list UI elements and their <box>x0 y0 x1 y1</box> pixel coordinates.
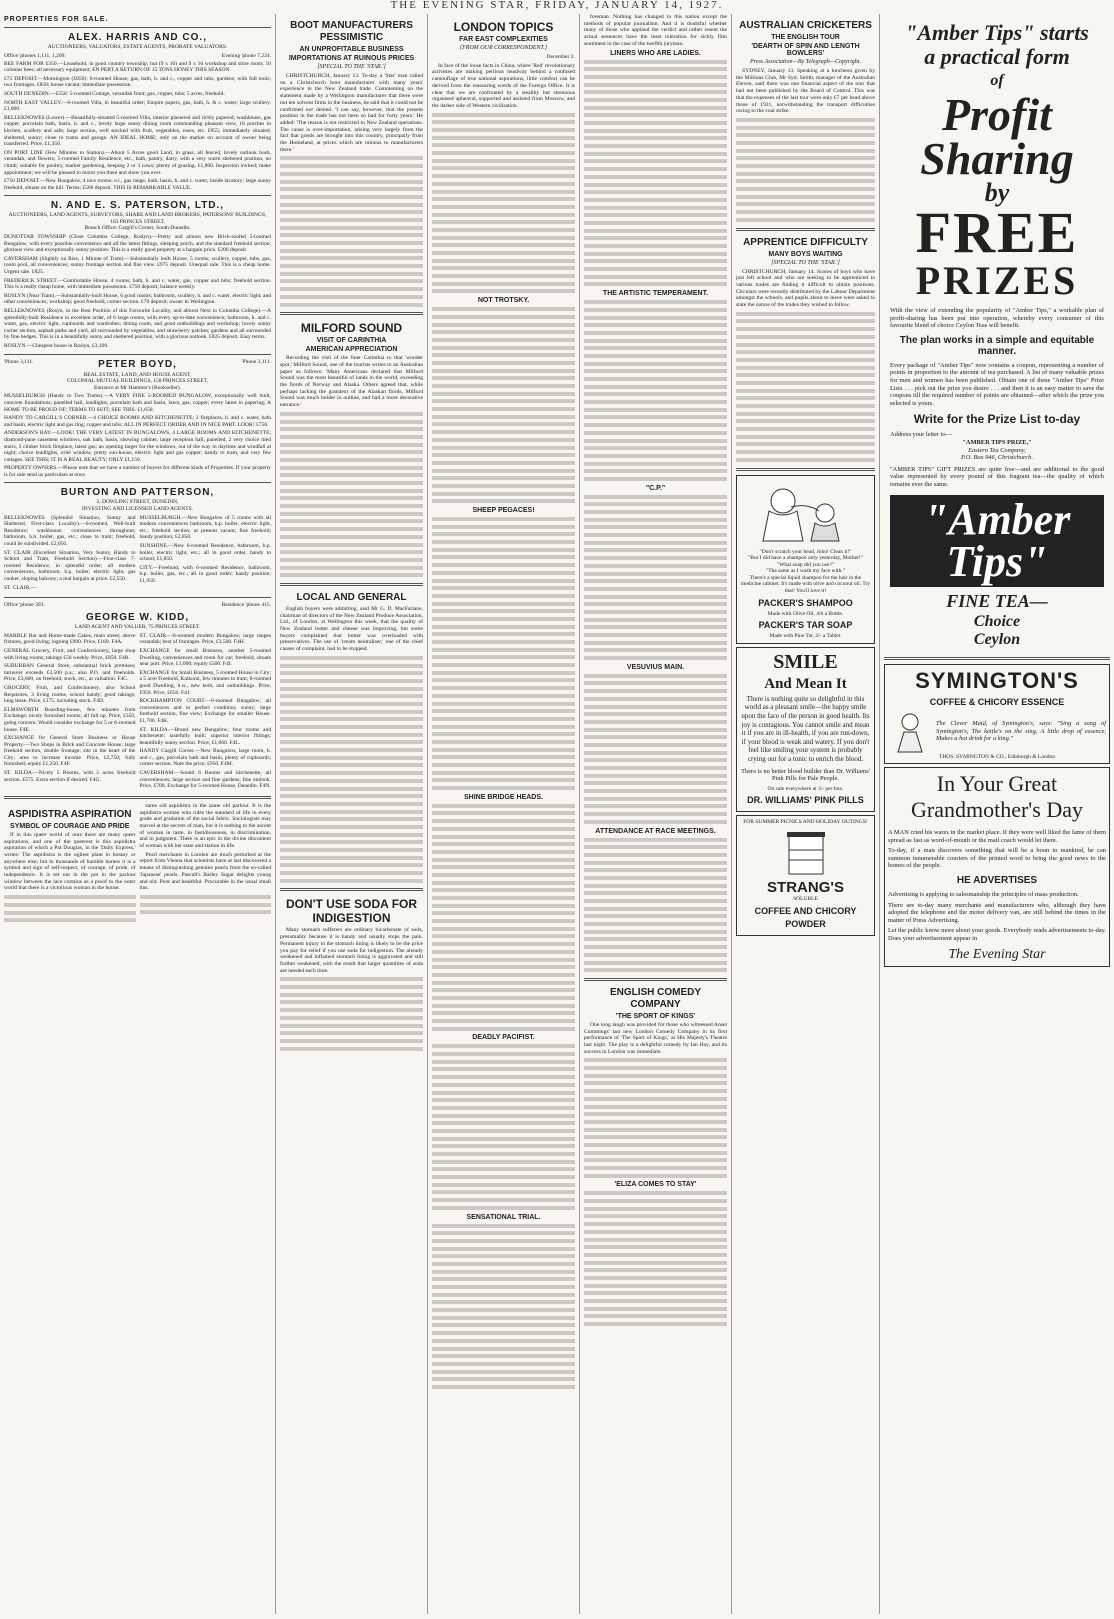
ad-headline: And Mean It <box>764 675 847 692</box>
section-subhead: VESUVIUS MAIN. <box>626 663 685 671</box>
ad-text: Address your letter to— <box>890 431 952 439</box>
article-subhead: IMPORTATIONS AT RUINOUS PRICES <box>288 55 415 62</box>
ad-product: POWDER <box>785 918 826 929</box>
ad-headline: In Your Great <box>936 771 1058 797</box>
agency-name: BURTON AND PATTERSON, <box>60 487 215 499</box>
agency-name: ALEX. HARRIS AND CO., <box>68 32 207 43</box>
listing: SOUTH DUNEDIN.—£550: 5-roomed Cottage, verandah front; gas, copper, tubs; 5 acres, freehold. <box>4 90 225 97</box>
aspidistra-article <box>4 803 271 925</box>
column-news-4 <box>732 14 880 1614</box>
article-body: One long laugh was provided for those who witnessed Ansel Cummings' last new London Comedy Company in its first performance of 'The Sport of Kings,' at His Majesty's Theatre last night. The play is a delightful comedy by Ian Hay, and its success in London was immediate. <box>584 1021 727 1055</box>
article-byline: [SPECIAL TO THE 'STAR.'] <box>771 259 840 266</box>
section-subhead: ATTENDANCE AT RACE MEETINGS. <box>595 827 716 835</box>
article-body: Many stomach sufferers are ordinary bicarbonate of soda, presumably because it is handy and usually stops the pain. Permanent injury to the stomach lining is likely to be the price you pay for relief if you use soda for indigestion. The already weakened and inflamed stomach lining is aggravated and still further weakened, with the result that larger quantities of soda are needed each time. <box>280 927 423 974</box>
strangs-ad <box>736 815 875 935</box>
ad-text: Every package of "Amber Tips" now contains a coupon, representing a number of points in proportion to the amount of tea purchased. A list of many valuable prizes for men and women has been published. Obtain one of these "Amber Tips" Prize Lists . . . pick out the prize you desire . . . and then it is an easy matter to save the coupons till the required number of points are obtained—after which the prize you selected is yours. <box>890 361 1104 407</box>
symington-ad <box>884 664 1110 765</box>
ad-headline: of <box>990 72 1004 89</box>
listing: ON PORT LINE (Few Minutes to Station).—About 5 Acres good Land, in grass, all fenced, lovely outlook bush, verandah, and flowers; 5-roomed Family Residence, etc., bath, pantry, dairy, with a very warm sheltered position, no climb; suitable for poultry, market gardening, keeping 2 or 3 cows; plenty of grazing. £1,800. Inspection invited; make appointment; we will be pleased to motor you there and show you over. <box>4 149 271 176</box>
article-headline: MILFORD SOUND <box>300 321 403 336</box>
listing: GENERAL Grocery, Fruit, and Confectionery, large shop with living rooms; takings £50 weekly. Price, £850. F4B. <box>4 647 136 661</box>
london-article <box>432 20 575 1391</box>
comedy-article <box>584 987 727 1328</box>
ad-headline: a practical form <box>924 44 1070 69</box>
article-headline: BOOT MANUFACTURERS PESSIMISTIC <box>290 20 413 43</box>
section-subhead: DEADLY PACIFIST. <box>472 1034 535 1042</box>
listing: GROCERY, Fruit, and Confectionery, also School Requisites; 3 living rooms, school handy; good takings; long lease. Price, £175, including stock. F4D. <box>4 684 136 705</box>
listing: EXCHANGE for Small Business, 5 roomed House in City; a 5 acre Freehold, Kaikorai, few minutes to tram; 6-roomed good Dwelling, h.w., new kerb, and outbuildings. Price, £950. Price, £650. F4J. <box>139 669 271 696</box>
ad-headline: Sharing <box>920 133 1074 184</box>
agency-tagline: REAL ESTATE, LAND, AND HOUSE AGENT, <box>83 371 192 378</box>
mother-and-child-illustration <box>751 483 861 545</box>
agency-tagline: LAND AGENT AND VALUER, 75 PRINCES STREET. <box>74 624 201 631</box>
ad-tagline: Choice <box>973 612 1021 630</box>
listing: ELMSWORTH Boarding-house, few minutes from Exchange; nicely furnished rooms; all full up. Price, £350, going concern. Would consider exchange for 5 or 6-roomed house. F4E. <box>4 706 136 733</box>
product-note: Made with Olive Oil, 4/6 a Bottle. <box>767 610 844 617</box>
ad-headline: Grandmother's Day <box>911 797 1083 823</box>
ad-tagline: Ceylon <box>973 630 1021 648</box>
section-subhead: THE ARTISTIC TEMPERAMENT. <box>602 290 709 298</box>
listing: HANDY TO CARGILL'S CORNER.—4 CHOICE ROOMS AND KITCHENETTE; 2 fireplaces, h. and c. water, bath and basin, electric light and gas ring; copper and tubs; ALL IN PERFECT ORDER AND IN NICE PART. LOOK! £750. <box>4 415 271 428</box>
ad-subhead: Write for the Prize List to-day <box>913 412 1081 427</box>
ad-caption: "Don't scratch your head, John! Clean it!" <box>759 548 852 555</box>
agency-address: COLONIAL MUTUAL BUILDINGS, 158 PRINCES STREET, <box>66 378 209 385</box>
ad-caption: "What soap did you use?" <box>776 561 835 568</box>
listing: SUBURBAN General Store, substantial brick premises; turnover exceeds £3,500 p.a.; also P.O. and freeholds. Price, £3,600, on freehold; stock, etc., at valuation. F4C. <box>4 663 136 683</box>
article-body: English buyers were admitting, said Mr G. D. MacFarlane, chairman of directors of the New Zealand Produce Association, Ltd., of London, at Wellington this week, that the quality of New Zealand butter and cheese was improving, but some buyers complained that butter was overloaded with preservatives. The use of 'cream neutraliser,' one of the chief causes of complaint, had to be stopped. <box>280 605 423 653</box>
ad-brand: DR. WILLIAMS' PINK PILLS <box>747 795 864 806</box>
listing: HANDY Cargill Corner.—New Bungalow, large room, h. and c., gas, porcelain bath and basin, plenty of cupboards; corner section. Note the price, £950. F4M. <box>139 748 271 768</box>
boot-article <box>280 20 423 308</box>
agency-name: GEORGE W. KIDD, <box>85 612 190 624</box>
listing: FREDERICK STREET.—Comfortable House, 4 rooms; bath, h. and c. water, gas, copper and tubs; freehold section. This is a really cheap home, with immediate possession. £750 deposit; balance weekly. <box>4 277 271 291</box>
ad-text: "AMBER TIPS" GIFT PRIZES are quite free—and are additional to the good value represented by every pound of this fragrant tea—the quality of which remains ever the same. <box>890 465 1104 488</box>
article-headline: LOCAL AND GENERAL <box>296 591 407 603</box>
agency-tagline: AUCTIONEERS, LAND AGENTS, SURVEYORS, SHARE AND LAND BROKERS, PATERSONS' BUILDINGS, 163 PRINCES STREET. <box>8 212 267 225</box>
article-byline: [FROM OUR CORRESPONDENT.] <box>459 45 548 51</box>
ad-headline: SMILE <box>773 650 838 673</box>
article-byline: [SPECIAL TO THE 'STAR.'] <box>317 64 386 70</box>
evening-star-ad <box>884 767 1110 967</box>
listing: MARBLE Bar and Home-made Cakes, main street; above fixtures, good living; ingoing £900. Price, £160. F4A. <box>4 632 136 646</box>
listing: ROSLYN (Near Tram).—Substantially-built House, 6 good rooms; bathroom, scullery, h. and c. water, electric light, and other conveniences; workshop; good freehold, corner section. £70 deposit; owner in Wellington. <box>4 292 271 306</box>
article-subhead: SYMBOL OF COURAGE AND PRIDE <box>10 822 130 830</box>
agency-name: PETER BOYD, <box>98 358 177 370</box>
article-headline: DON'T USE SODA FOR INDIGESTION <box>285 897 418 926</box>
product-note: Made with Pine Tar, 2/- a Tablet. <box>769 633 842 640</box>
agency-phones: Office 'phones 1,111, 1,200. Evening 'phone 7,224. <box>4 52 271 59</box>
ad-text: A MAN cried his wares in the market place. If they were well liked the fame of them spread as fast as word-of-mouth or the mail coach would let them. <box>888 829 1106 844</box>
listing: ST. CLAIR.—6-roomed modern Bungalow; large ranges verandah; best of frontages. Price, £3,500. F4H. <box>139 632 271 646</box>
listing: BELLEKNOWES (Lower).—Beautifully-situated 5-roomed Villa, interior plastered and richly papered; washhouse, gas copper, porcelain bath, basin, h. and c., lovely large sunny dining room commanding pleasant view, 16 porches in kitchen, scullery and safe; large section, well stocked with fruit, vegetables, roses, etc. £955; immediately situated, sheltered, sunny; close to trams and garage. AN IDEAL HOME; only on the market on account of owner being transferred. Price, £1,350. <box>4 114 271 148</box>
listing: ROSLYN.—Cheapest house in Roslyn, £3,100. <box>4 342 109 349</box>
article-body: In face of the loose facts in China, where 'Red' revolutionary activities are making perilous headway behind a confused camouflage of true national aspirations, little comfort can be derived from the reassuring words of the Foreign Office. It is clear that we are confronted by a stealthy but strenuous organised upheaval, supported and assisted from Moscow, and the darker side of Western civilisation. <box>432 62 575 109</box>
listing: CITY.—Freehold, with 6-roomed Residence, bathroom, h.p. boiler, gas, etc.; all in good order; handy position; £1,950. <box>139 564 271 584</box>
listing: DUNOTTAR TOWNSHIP (Close Columba College, Roslyn).—Pretty and almost new Brick-roofed 5-roomed Bungalow, with every possible convenience and all the latest fittings, sleeping porch, and the standard freehold section; glorious view and exceptionally sunny position. This is a really good property at a bargain price. £200 deposit. <box>4 234 271 254</box>
ad-address: P.O. Box 946, Christchurch. <box>961 454 1033 462</box>
agency-entrance: Entrance at Mr Hammer's (Bookseller). <box>94 384 181 391</box>
newspaper-name: The Evening Star <box>948 946 1046 962</box>
ad-subhead: The plan works in a simple and equitable manner. <box>899 334 1095 357</box>
milford-article <box>280 321 423 579</box>
soda-article <box>280 897 423 1052</box>
listing: BELLEKNOWES (Splendid Situation, Sunny and Sheltered, First-class Locality).—6-roomed, Well-built Residence; washhouse; conveniences throughout; bathroom, h.b. boiler, gas, etc.; close to tram; freehold, could be subdivided. £2,050. <box>4 514 136 548</box>
agency-tagline: AUCTIONEERS, VALUATORS, ESTATE AGENTS, PROBATE VALUATORS. <box>47 44 228 50</box>
paterson-ad <box>4 200 271 349</box>
ad-text: Let the public know more about your goods. Everybody reads advertisements to-day. Does your advertisement appear in <box>888 927 1106 943</box>
listing: MUSSELBURGH (Handy to Two Trams).—A VERY FINE 5-ROOMED BUNGALOW, exceptionally well built, concrete foundations; panelled hall, leadlights, porcelain bath and basin, lawn, gas, copper; every latest in papering; A HOME TO BE PROUD OF; TERMS TO SUIT; SEE THIS. £1,650. <box>4 393 271 413</box>
article-body: same old aspidistra in the same old parlour. It is the aspidistra woman who rides the standard of life in every grade and gradation of the social fabric. Sociologists may marvel at the secrets of man, but it is nothing to the ascent of woman in taste, in fastidiousness, in discrimination, and in judgment. There is an epic in the divine discontent of woman with her state and station in life. <box>139 802 271 850</box>
section-subhead: NOT TROTSKY. <box>477 297 530 305</box>
article-body: Recording the visit of the liner Carinthia to that 'wonder spot,' Milford Sound, one of the tourists writes to an Australian paper as follows: 'Many Americans declared that Milford Sound was the most beautiful of lands in the world, exceeding the fiords of Norway and Alaska. Others agreed that, while perhaps lacking the grandeur of the Alaskan fiords, Milford Sound was much bolder in outline, and had a more decorative entrance.' <box>280 355 423 409</box>
listing: NORTH EAST VALLEY.—6-roomed Villa, in beautiful order; Empire papers, gas, bath, h. & c. water; large scullery. £1,000. <box>4 99 271 113</box>
ad-text: With the view of extending the popularity of "Amber Tips," a workable plan of profit-sharing has been put into operation, whereby every consumer of this favourite blend of choice Ceylon Teas will benefit. <box>890 307 1104 330</box>
column-news-1 <box>276 14 428 1614</box>
listing: ST. KILDA.—Brand new Bungalow; four rooms and kitchenette; tastefully built; superior interior fittings; beautifully sunny section. Price, £1,060. F4L. <box>139 726 271 746</box>
ad-text: The Clever Maid, of Symington's, says: "Sing a song of Symington's, The kettle's on the sing, A little drop of essence, Makes a hot drink for a king." <box>936 720 1106 743</box>
listing: £75 DEPOSIT.—Mornington (£850): 6-roomed House; gas, bath, h. and c., copper and tubs; gardens; with full tools; two frontages. £850; house vacant; immediate possession. <box>4 75 271 89</box>
ad-price: On sale everywhere at 3/- per box. <box>767 785 844 792</box>
ad-text: There is no better blood builder than Dr. Williams' Pink Pills for Pale People. <box>741 767 870 783</box>
pink-pills-ad <box>736 647 875 813</box>
article-subhead: THE ENGLISH TOUR <box>771 34 840 41</box>
section-subhead: SHINE BRIDGE HEADS. <box>464 793 543 801</box>
listing: EXCHANGE for General Store Business or House Property.—Two Shops in Brick and Concrete House; large freehold section, double frontage; site in the heart of the City; area to increase income. Price, £2,750; fully furnished; equity £1,250. F4F. <box>4 735 136 768</box>
article-headline: AUSTRALIAN CRICKETERS <box>739 20 872 31</box>
cricket-article <box>736 20 875 224</box>
product-name: PACKER'S TAR SOAP <box>758 620 853 631</box>
ad-product: COFFEE & CHICORY ESSENCE <box>929 696 1065 707</box>
local-article <box>280 592 423 885</box>
article-headline: APPRENTICE DIFFICULTY <box>743 236 868 248</box>
article-subhead: 'DEARTH OF SPIN AND LENGTH BOWLERS' <box>751 43 860 57</box>
column-ads <box>880 14 1114 1614</box>
listing: CAVERSHAM (Slightly on Rise, 1 Minute of Tram).—Substantially built House, 5 rooms; scullery, copper, tubs, gas, room pool, all conveniences; sunny frontage section and fine view. £975 deposit. Unequal sale. This is a cheap home. Urgent sale. £825. <box>4 255 271 276</box>
section-subhead: SENSATIONAL TRIAL. <box>466 1213 541 1221</box>
ad-caption: "But I did have a shampoo only yesterday, Mother!" <box>748 555 863 562</box>
maid-illustration <box>888 710 932 754</box>
ad-address: Eastern Tea Company, <box>968 446 1026 454</box>
article-subhead: 'THE SPORT OF KINGS' <box>615 1012 696 1020</box>
article-body: If in this queer world of ours there are many queer aspirations, and one of the queerest is this aspidistra aspiration of which a Pat Douglas, in the 'Daily Express,' writes: The aspidistra is the ugliest plant in botany or anywhere else; but in thousands of humble homes it is a symbol and sign of self-respect, of courage, of pride, of independence. It is set out in the pot in the parlour window between the lace curtains as a proof to the outer world that there is a victorious woman in the house. <box>4 831 136 892</box>
column-properties <box>0 14 276 1614</box>
ad-headline: FREE <box>915 200 1079 265</box>
listing: CAVERSHAM.—Sound 6 Rooms and kitchenette, all conveniences; large section and fine gardens; fine outlook. Price, £700. Exchange for 5-roomed House, Dunedin. F4N. <box>139 770 271 790</box>
listing: BEE FARM FOR £350.—Leasehold, in good country township; hut (9 x 10) and 9 x 16 workshop and store room; 50 colonies bees; all necessary equipment; EN PERT A RETURN OF 15 TONS HONEY THIS SEASON. <box>4 60 271 74</box>
ad-text: FOR SUMMER PICNICS AND HOLIDAY OUTINGS! <box>743 819 868 826</box>
section-subhead: SHEEP PEGACES! <box>472 507 535 514</box>
harris-ad <box>4 32 271 191</box>
section-subhead: LINERS WHO ARE LADIES. <box>610 49 701 57</box>
listing: EXCHANGE for small Business, another 5-roomed Dwelling, conveniences and room for car; freehold, situate near port. Price, £1,000; equity £500. F4I. <box>139 647 271 668</box>
article-byline: Press Association—By Telegraph—Copyright. <box>750 59 861 65</box>
article-body: SYDNEY, January 13. Speaking at a luncheon given by the Millions Club, Mr Syd. Smith, manager of the Australian Eleven, said there was one financial aspect of the tour that had not been published by the Board of Control. This was that the expenses of the last tour were only £7 per head above those of 1921, notwithstanding the transport difficulties owing to the coal strike. <box>736 68 875 115</box>
listing: ST. CLAIR.— <box>4 584 37 591</box>
ad-address: "AMBER TIPS PRIZE," <box>962 438 1032 446</box>
coffee-tin-icon <box>771 830 841 876</box>
ad-headline: "Amber Tips" starts <box>905 20 1089 45</box>
boyd-ad: 'Phone 3,111. PETER BOYD, 'Phone 3,111. REAL ESTATE, LAND, AND HOUSE AGENT, COLONIAL MUTUAL BUILDINGS, 158 PRINCES STREET, Entrance at Mr Hammer's (Bookseller). MUSSELBURGH (Handy to Two Trams).—A VERY FINE 5-ROOMED BUNGALOW, exceptionally well built, concrete foundations; panelled hall, leadlights, porcelain bath and basin, lawn, gas, copper; every latest in papering; A HOME TO BE PROUD OF; TERMS TO SUIT; SEE THIS. £1,650. HANDY TO CARGILL'S CORNER.—4 CHOICE ROOMS AND KITCHENETTE; 2 fireplaces, h. and c. water, bath and basin, electric light and gas ring; copper and tubs; ALL IN PERFECT ORDER AND IN NICE PART. LOOK! £750. ANDERSON'S BAY.—LOOK! THE VERY LATEST IN BUNGALOWS, 4 LARGE ROOMS AND KITCHENETTE; diamond-pane casement windows, oak bath, basin, showing cabinet, large reception hall, panelled, 2 very choice tiled stairs, 3 clinker brick fireplace, latest gas; an opening larger for the windows, out of the way in daytime and windfall at night; choice leadlights, oriel window, pretty sun-house, electric light and gas copper; handy to tram, and very few cottages. SEE THIS; IT IS A REAL BEAUTY; ONLY £1,150. PROPERTY OWNERS.—Please note that we have a number of buyers for different kinds of Properties. If your property is for sale send us particulars at once. <box>4 358 271 478</box>
ad-headline: by <box>984 178 1010 207</box>
listing: SUNSHINE.—New 6-roomed Residence, bathroom, h.p. boiler, electric light, etc.; all in good order, handy to school; £1,850. <box>139 543 271 563</box>
ad-product: COFFEE AND CHICORY <box>754 905 857 916</box>
amber-tips-ad <box>884 17 1110 653</box>
ad-text: SOLUBLE <box>793 895 818 902</box>
agency-address: 2, DOWLING STREET, DUNEDIN, <box>96 499 179 506</box>
article-body: CHRISTCHURCH, January 13. To-day a 'Star' man called on a Christchurch boot manufacturer with many years' experience in the New Zealand trade. Commenting on the statement made by a Wellington manufacturer that there were not ten solvent firms in the business, he said that it could not be confirmed nor denied. 'I can say, however, that the present position in the trade has not been so bad for forty years.' He added: 'The reason is not restricted to New Zealand operations. The cause is over-importation, arising very largely from the fact that goods are brought into this country, principally from the Homeland, at prices which are ruinous to manufacturers there.' <box>280 73 423 153</box>
section-subhead: 'ELIZA COMES TO STAY' <box>614 1181 697 1189</box>
column-news-2 <box>428 14 580 1614</box>
packers-ad <box>736 475 875 644</box>
article-headline: LONDON TOPICS <box>453 20 554 34</box>
ad-headline: PRIZES <box>915 258 1079 303</box>
section-kicker: PROPERTIES FOR SALE. <box>4 16 109 23</box>
listing: ANDERSON'S BAY.—LOOK! THE VERY LATEST IN BUNGALOWS, 4 LARGE ROOMS AND KITCHENETTE; diamond-pane casement windows, oak bath, basin, showing cabinet, large reception hall, panelled, 2 very choice tiled stairs, 3 clinker brick fireplace, latest gas; an opening larger for the windows, out of the way in daytime and windfall at night; choice leadlights, oriel window, pretty sun-house, electric light and gas copper; handy to tram, and very few cottages. SEE THIS; IT IS A REAL BEAUTY; ONLY £1,150. <box>4 430 271 463</box>
amber-tips-logo: "Amber Tips" <box>890 495 1104 587</box>
agency-tagline: INVESTING AND LICENSED LAND AGENTS. <box>81 506 194 513</box>
masthead: THE EVENING STAR, FRIDAY, JANUARY 14, 1927. <box>390 0 724 11</box>
listing: £750 DEPOSIT.—New Bungalow, 4 nice rooms; e.l., gas range, bath, basin, h. and c. water, inside lavatory; large sunny freehold, situate on the hill. Terms; £500 deposit. THIS IS REMARKABLE VALUE. <box>4 178 271 191</box>
article-subhead: MANY BOYS WAITING <box>768 250 843 258</box>
apprentice-article <box>736 237 875 464</box>
listing: PROPERTY OWNERS.—Please note that we have a number of buyers for different kinds of Properties. If your property is for sale send us particulars at once. <box>4 465 271 478</box>
ad-subhead: HE ADVERTISES <box>956 875 1038 887</box>
column-news-3 <box>580 14 732 1614</box>
article-body: foreman. Nothing has changed in this nation except the methods of popular journalism. And it is doubtful whether many of those who applaud the verdict and rather resent the actual sentences have the least toleration for sickly film sentiment in the case of the twelfth juryman. <box>584 14 727 47</box>
burton-ad <box>4 487 271 593</box>
ad-tagline: FINE TEA— <box>946 590 1048 611</box>
product-name: PACKER'S SHAMPOO <box>758 597 853 608</box>
agency-name: N. AND E. S. PATERSON, LTD., <box>50 200 225 212</box>
agency-branch: Branch Office: Cargill's Corner, South Dunedin. <box>84 225 191 232</box>
ad-text: There are to-day many merchants and manufacturers who, although they have adopted the telephone and the motor delivery van, are still behind the times in the matter of Press Advertising. <box>888 901 1106 924</box>
article-headline: ASPIDISTRA ASPIRATION <box>7 808 132 820</box>
article-body: CHRISTCHURCH, January 14. Scores of boys who have just left school and who are seeking to be apprenticed to various trades are finding it difficult to obtain positions. Circulars were recently distributed by the Labour Department amongst the schools, and pupils about to leave were asked to state the nature of the trades they wished to follow. <box>736 268 875 309</box>
ad-headline: Profit <box>942 89 1052 140</box>
kidd-ad: Office 'phone 393. Residence 'phone 415. GEORGE W. KIDD, LAND AGENT AND VALUER, 75 PRINCES STREET. MARBLE Bar and Home-made Cakes, main street; above fixtures, good living; ingoing £900. Price, £160. F4A. GENERAL Grocery, Fruit, and Confectionery, large shop with living rooms; takings £50 weekly. Price, £850. F4B. SUBURBAN General Store, substantial brick premises; turnover exceeds £3,500 p.a.; also P.O. and freeholds. Price, £3,600, on freehold; stock, etc., at valuation. F4C. GROCERY, Fruit, and Confectionery, also School Requisites; 3 living rooms, school handy; good takings; long lease. Price, £175, including stock. F4D. ELMSWORTH Boarding-house, few minutes from Exchange; nicely furnished rooms; all full up. Price, £350, going concern. Would consider exchange for 5 or 6-roomed house. F4E. EXCHANGE for General Store Business or House Property.—Two Shops in Brick and Concrete House; large freehold section, double frontage; site in the heart of the City; area to increase income. Price, £2,750; fully furnished; equity £1,250. F4F. ST. KILDA.—Nicely 5 Rooms, with 5 acres freehold section. £575. Extra section if desired. F4G. ST. CLAIR.—6-roomed modern Bungalow; large ranges verandah; best of frontages. Price, £3,500. F4H. EXCHANGE for small Business, another 5-roomed Dwelling, conveniences and room for car; freehold, situate near port. Price, £1,000; equity £500. F4I. EXCHANGE for Small Business, 5 roomed House in City; a 5 acre Freehold, Kaikorai, few minutes to tram; 6-roomed good Dwelling, h.w., new kerb, and outbuildings. Price, £950. Price, £650. F4J. ROCKHAMPTON COURT.—6-roomed Bungalow; all conveniences and in perfect condition; sunny; large freehold section, fine view; Exchange for smaller House. £1,700. F4K. ST. KILDA.—Brand new Bungalow; four rooms and kitchenette; tastefully built; superior interior fittings; beautifully sunny section. Price, £1,060. F4L. HANDY Cargill Corner.—New Bungalow, large room, h. and c., gas, porcelain bath and basin, plenty of cupboards; corner section. Note the price, £950. F4M. CAVERSHAM.—Sound 6 Rooms and kitchenette, all conveniences; large section and fine gardens; fine outlook. Price, £700. Exchange for 5-roomed House, Dunedin. F4N. <box>4 602 271 790</box>
ad-maker: THOS. SYMINGTON & CO., Edinburgh & London <box>938 753 1056 760</box>
section-subhead: "C.P." <box>645 484 666 492</box>
listing: MUSSELBURGH.—New Bungalow of 5 rooms with all modern conveniences bathroom, h.p. boiler, electric light, etc.; freehold section; at present vacant; fine freehold; handy position; £2,850. <box>139 514 271 541</box>
article-subhead: FAR EAST COMPLEXITIES <box>459 36 548 43</box>
article-subhead: AN UNPROFITABLE BUSINESS <box>299 46 404 53</box>
ad-text: There's a special liquid shampoo for the hair in the medicine cabinet. It's made with olive and coconut oil. Try that! You'll love it! <box>740 574 871 595</box>
article-body: Pearl merchants in London are much perturbed at the report from Vienna that scientists have at last discovered a means of distinguishing genuine pearls from the so-called 'Japanese' pearls. Pascall's Barley Sugar delights young and old. Pure and healthful. Procurable in the usual small tins. <box>139 851 271 892</box>
ad-text: Advertising is applying to salesmanship the principles of mass production. <box>888 891 1079 899</box>
listing: ST. CLAIR (Excellent Situation, Very Sunny, Handy to School and Tram, Freehold Section).—First-class 7-roomed Residence, in splendid order; all modern conveniences, bathroom, h.p. boiler, electric light, gas cooker, sloping balcony; a real bargain at price. £2,550. <box>4 549 136 582</box>
ad-text: To-day, if a man discovers something that will be a boon to mankind, he can summon innumerable couriers of the printed word to bring the good news to the homes of the people. <box>888 847 1106 870</box>
listing: ST. KILDA.—Nicely 5 Rooms, with 5 acres freehold section. £575. Extra section if desired. F4G. <box>4 770 136 783</box>
article-dateline: December 2. <box>546 54 575 60</box>
ad-brand: SYMINGTON'S <box>915 667 1079 693</box>
article-subhead: AMERICAN APPRECIATION <box>305 346 398 354</box>
listing: ROCKHAMPTON COURT.—6-roomed Bungalow; all conveniences and in perfect condition; sunny; large freehold section, fine view; Exchange for smaller House. £1,700. F4K. <box>139 698 271 724</box>
article-subhead: VISIT OF CARINTHIA <box>316 337 387 345</box>
listing: BELLEKNOWES (Rosyn, in the Best Position of this Favourite Locality, and almost Next to Columba College).—A splendidly-built Residence in excellent order, of 6 large rooms, with every up-to-date convenience; bathroom, h. and c. water, gas, electric light, cupboards and wardrobes; dining room, and good outbuildings and workshop; lovely sunny corner section, asphalt paths and yard, all surrounded by vegetables, and strawberry patches; gardens and all surrounded by fine hedges. This is in a beautifully sunny and sheltered position, with a glorious outlook. £825 deposit. Easy terms. <box>4 308 271 341</box>
ad-caption: "The same as I wash my face with." <box>765 568 846 575</box>
ad-text: There is nothing quite so delightful in this world as a pleasant smile—the happy smile upon the face of the person in good health. Its joy is contagious. You cannot smile and mean it if you are in ill-health, if you are run-down, if your blood is weak and watery. If you don't feel like smiling your system is probably crying out for a tonic to enrich the blood. <box>741 694 870 764</box>
article-headline: ENGLISH COMEDY COMPANY <box>609 986 702 1010</box>
ad-brand: STRANG'S <box>767 878 844 896</box>
